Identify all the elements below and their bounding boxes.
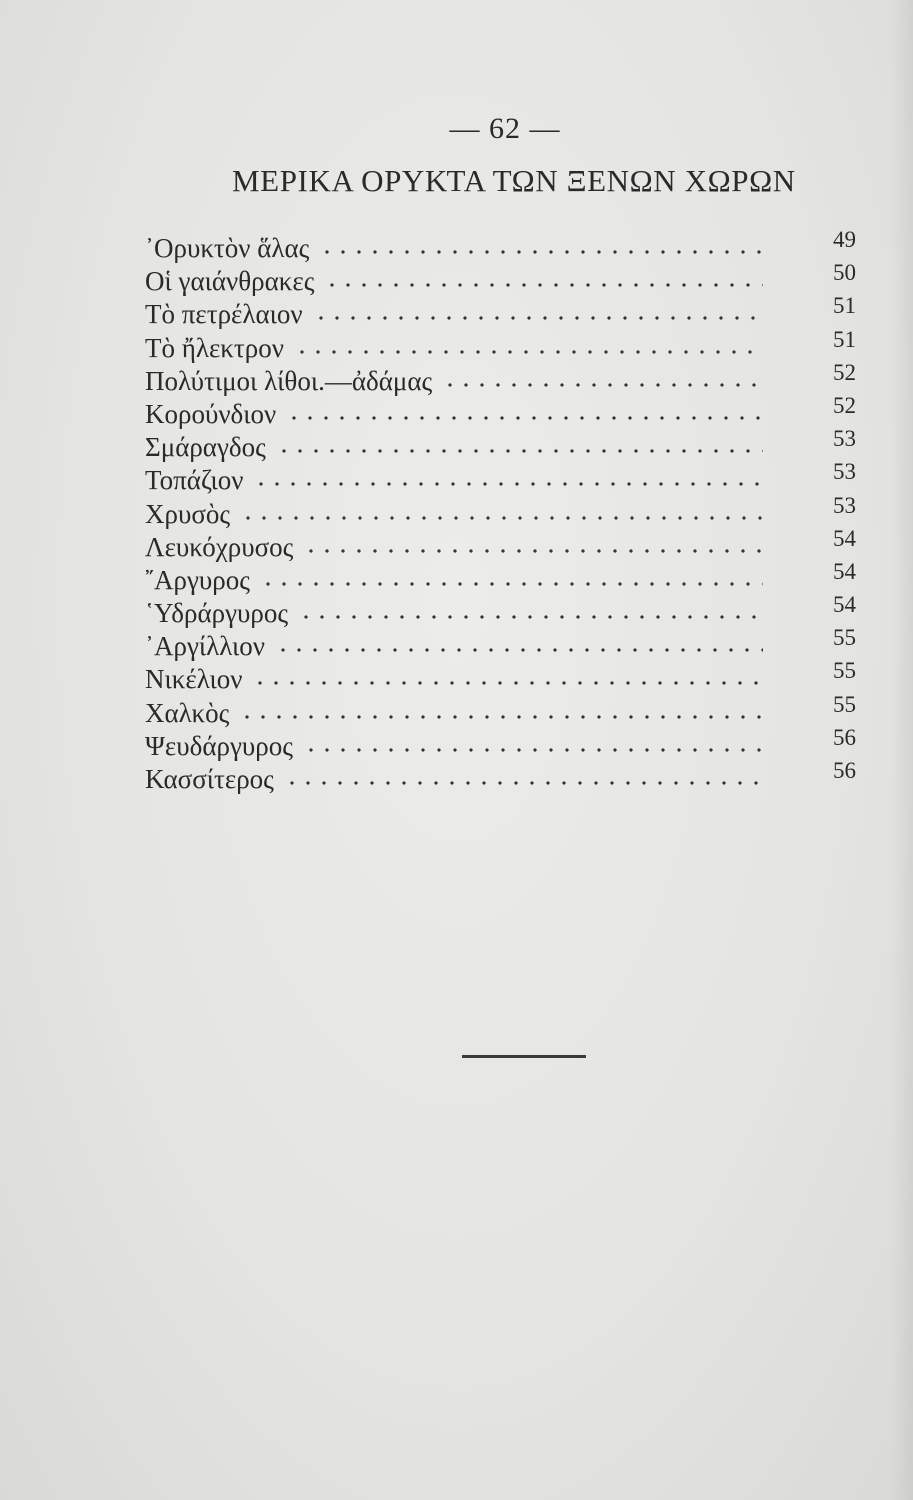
toc-entry (145, 392, 885, 431)
toc-entry (145, 459, 885, 497)
dot-leader (303, 548, 763, 554)
toc-entry-label: Σμάραγδος (145, 432, 266, 463)
toc-entry-page-number: 55 (833, 658, 856, 684)
toc-entry-label: Κορούνδιον (145, 398, 277, 429)
toc-entry-page-number: 51 (833, 326, 856, 352)
toc-entry-label: Τὸ ἤλεκτρον (145, 332, 284, 363)
toc-entry-page-number: 55 (833, 691, 856, 717)
dot-leader (298, 614, 763, 620)
toc-entry (145, 558, 885, 597)
toc-entry-page-number: 51 (833, 293, 856, 319)
toc-entry-label: Οἱ γαιάνθρακες (145, 266, 315, 297)
toc-entry-label: Λευκόχρυσος (145, 531, 294, 562)
toc-entry-label: Νικέλιον (145, 664, 243, 695)
toc-entry (145, 658, 885, 696)
dot-leader (276, 448, 763, 454)
toc-entry (145, 625, 885, 663)
toc-entry-page-number: 55 (833, 625, 856, 651)
toc-entry (145, 293, 885, 331)
toc-entry (145, 359, 885, 398)
dot-leader (442, 382, 763, 388)
toc-entry (145, 426, 885, 464)
toc-entry (145, 492, 885, 531)
toc-entry-page-number: 52 (833, 359, 856, 385)
toc-entry-page-number: 49 (833, 227, 856, 252)
table-of-contents (145, 227, 885, 796)
toc-entry-page-number: 54 (833, 525, 856, 551)
toc-entry-label: Τὸ πετρέλαιον (145, 299, 303, 330)
toc-entry (145, 525, 885, 564)
dot-leader (324, 282, 763, 288)
dot-leader (239, 714, 763, 720)
dot-leader (284, 780, 763, 786)
dot-leader (294, 349, 763, 355)
toc-entry (145, 260, 885, 298)
dot-leader (275, 647, 763, 653)
toc-entry-page-number: 53 (833, 426, 856, 452)
toc-entry-label: Χαλκὸς (145, 697, 230, 728)
toc-entry-label: Τοπάζιον (145, 465, 244, 496)
page-edge-shadow (891, 0, 913, 1500)
toc-entry-page-number: 53 (833, 459, 856, 485)
toc-entry-page-number: 54 (833, 592, 856, 618)
toc-entry-label: Πολύτιμοι λίθοι.—ἀδάμας (145, 365, 433, 396)
toc-entry (145, 691, 885, 730)
toc-entry-label: Χρυσὸς (145, 498, 231, 529)
toc-entry-page-number: 54 (833, 558, 856, 584)
toc-entry-label: ᾿Αργίλλιον (145, 631, 265, 662)
page-title: ΜΕΡΙΚΑ ΟΡΥΚΤΑ ΤΩΝ ΞΕΝΩΝ ΧΩΡΩΝ (232, 163, 796, 198)
dot-leader (252, 680, 763, 686)
toc-entry-page-number: 56 (833, 758, 856, 783)
dot-leader (286, 415, 763, 421)
toc-entry-label: Κασσίτερος (145, 764, 274, 794)
page-number: — 62 — (449, 112, 561, 145)
toc-entry (145, 326, 885, 365)
dot-leader (253, 481, 763, 487)
dot-leader (319, 249, 763, 255)
toc-entry (145, 227, 885, 265)
toc-entry (145, 724, 885, 763)
toc-entry-page-number: 52 (833, 392, 856, 418)
toc-entry-page-number: 50 (833, 260, 856, 286)
dot-leader (260, 581, 763, 587)
horizontal-rule (462, 1055, 586, 1058)
toc-entry-label: ῎Αργυρος (145, 564, 250, 595)
toc-entry-page-number: 53 (833, 492, 856, 518)
toc-entry-label: Ψευδάργυρος (145, 730, 293, 761)
toc-entry (145, 758, 885, 796)
toc-entry (145, 592, 885, 630)
toc-entry-label: ᾿Ορυκτὸν ἅλας (145, 233, 310, 263)
dot-leader (240, 515, 763, 521)
toc-entry-label: ῾Υδράργυρος (145, 598, 289, 629)
dot-leader (303, 747, 763, 753)
toc-entry-page-number: 56 (833, 724, 856, 750)
dot-leader (313, 315, 763, 321)
